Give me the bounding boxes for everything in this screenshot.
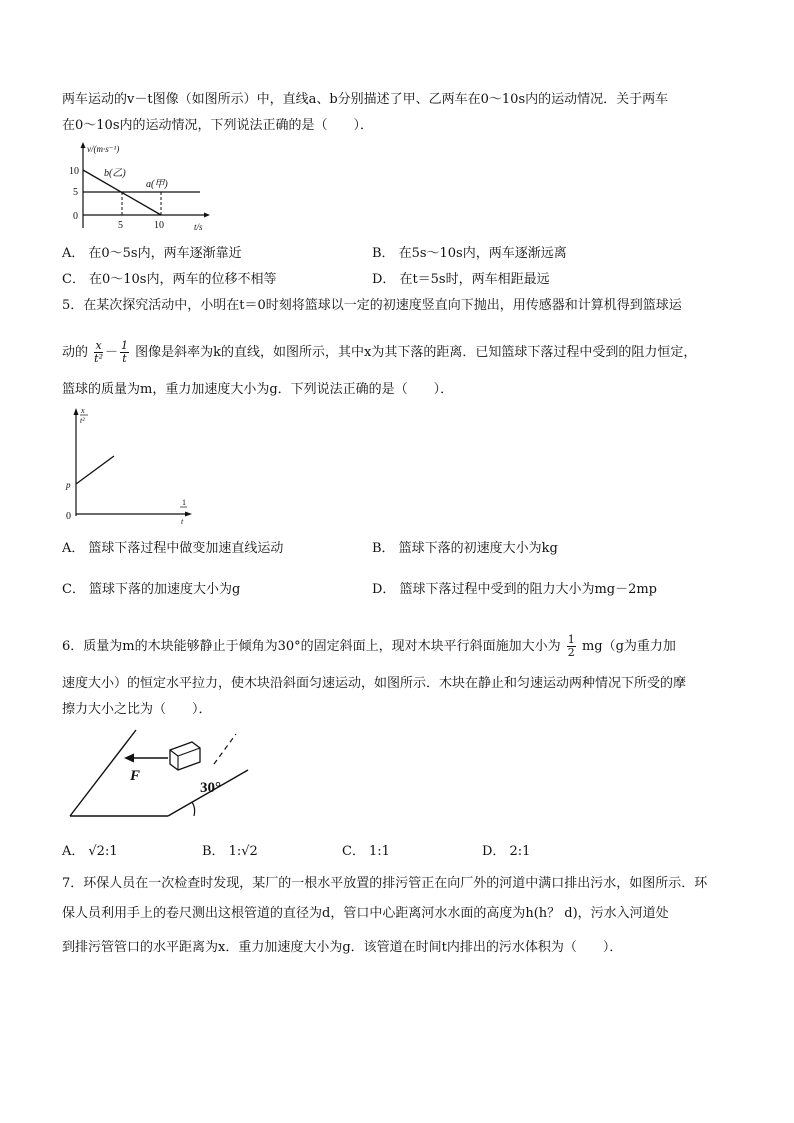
q5-option-a[interactable] (62, 541, 283, 557)
q4-label-a: a(甲) (146, 179, 168, 190)
q6-angle-label: 30° (200, 780, 221, 796)
q6-option-a-text: √2:1 (88, 844, 118, 859)
q6-option-a[interactable] (62, 844, 118, 860)
q6-option-c[interactable] (342, 844, 390, 860)
q4-option-b-text: 在5s～10s内，两车逐渐远离 (398, 246, 567, 261)
q6-option-b[interactable] (202, 844, 258, 860)
q5-stem-line1: 5．在某次探究活动中，小明在t＝0时刻将篮球以一定的初速度竖直向下抛出，用传感器和计算机得到篮球运 (62, 298, 682, 313)
q5-option-d-text: 篮球下落过程中受到的阻力大小为mg－2mp (399, 582, 658, 597)
q5-frac1 (94, 340, 103, 365)
q6-stem-line3: 擦力大小之比为（ ）． (62, 702, 212, 717)
q5-option-d[interactable] (372, 582, 657, 598)
q4-option-b-label: B． (372, 246, 395, 261)
q6-option-d-text: 2:1 (509, 844, 531, 859)
q6-option-b-text: 1:√2 (228, 844, 258, 859)
q4-xtick-10: 10 (154, 220, 164, 231)
q4-option-d[interactable] (372, 272, 550, 288)
q4-option-a[interactable] (62, 246, 242, 262)
q4-x-axis-arrow (204, 213, 210, 218)
q5-stem-line3: 篮球的质量为m，重力加速度大小为g．下列说法正确的是（ ）． (62, 382, 454, 397)
q6-option-a-label: A． (62, 844, 85, 859)
q4-ytick-5: 5 (73, 187, 78, 198)
q5-option-b-text: 篮球下落的初速度大小为kg (398, 541, 558, 556)
q6-force-label: F (130, 768, 141, 784)
q6-incline-figure (64, 724, 254, 822)
q6-frac-num: 1 (567, 633, 575, 646)
q5-frac1-den: t² (94, 352, 103, 365)
q6-option-c-text: 1:1 (368, 844, 390, 859)
q6-stem-line1 (62, 634, 676, 659)
q6-option-c-label: C． (342, 844, 365, 859)
q4-stem-line1: 两车运动的v－t图像（如图所示）中，直线a、b分别描述了甲、乙两车在0～10s内的运动情况．关于两车 (62, 92, 669, 107)
q4-y-axis-arrow (81, 142, 86, 148)
q5-option-a-label: A． (62, 541, 85, 556)
q4-option-c[interactable] (62, 272, 276, 288)
q5-option-b[interactable] (372, 541, 558, 557)
q4-option-b[interactable] (372, 246, 567, 262)
q5-y-label-num: x (81, 406, 85, 415)
q5-origin-label: 0 (66, 511, 71, 522)
q7-stem-line1: 7．环保人员在一次检查时发现，某厂的一根水平放置的排污管正在向厂外的河道中满口排出污水，如图所示．环 (62, 876, 708, 891)
q5-y-label-den: t² (80, 416, 85, 425)
q6-option-d-label: D． (482, 844, 506, 859)
q4-y-axis-label: v/(m·s⁻¹) (87, 144, 120, 154)
q5-option-c-text: 篮球下落的加速度大小为g (88, 582, 241, 597)
q5-x-label-den: t (181, 517, 184, 526)
q5-option-d-label: D． (372, 582, 396, 597)
q5-y-axis-arrow (74, 408, 79, 415)
q4-option-d-label: D． (372, 272, 396, 287)
q4-xtick-5: 5 (118, 220, 123, 231)
q4-option-c-text: 在0～10s内，两车的位移不相等 (88, 272, 277, 287)
q4-option-d-text: 在t＝5s时，两车相距最远 (399, 272, 550, 287)
q4-stem-line2: 在0～10s内的运动情况，下列说法正确的是（ ）． (62, 118, 373, 133)
q5-frac-minus: － (105, 345, 119, 360)
q6-option-d[interactable] (482, 844, 530, 860)
q5-frac2 (120, 340, 129, 365)
q4-ytick-10: 10 (69, 166, 79, 177)
q6-option-b-label: B． (202, 844, 225, 859)
q5-frac2-den: t (122, 352, 127, 365)
q5-x-label-num: 1 (182, 498, 186, 507)
q5-p-label: p (66, 480, 71, 490)
q6-incline-left-edge (70, 730, 136, 816)
q5-option-c[interactable] (62, 582, 240, 598)
q5-option-c-label: C． (62, 582, 85, 597)
q5-graph-line (76, 456, 114, 484)
q4-label-b: b(乙) (104, 168, 126, 179)
q6-frac (567, 634, 576, 659)
q5-graph (60, 404, 200, 528)
q7-stem-line3: 到排污管管口的水平距离为x．重力加速度大小为g．该管道在时间t内排出的污水体积为（ ）． (62, 940, 623, 955)
q5-stem-line2 (62, 340, 696, 365)
q6-stem-line1-post: mg（g为重力加 (581, 639, 676, 654)
q6-incline-dashed-edge (214, 734, 236, 764)
q6-stem-line1-pre: 6．质量为m的木块能够静止于倾角为30°的固定斜面上，现对木块平行斜面施加大小为 (62, 639, 561, 654)
q7-stem-line2: 保人员利用手上的卷尺测出这根管道的直径为d，管口中心距离河水水面的高度为h(h？ d)，污水入河道处 (62, 906, 669, 921)
q4-option-c-label: C． (62, 272, 85, 287)
q4-option-a-label: A． (62, 246, 85, 261)
q6-stem-line2: 速度大小）的恒定水平拉力，使木块沿斜面匀速运动，如图所示．木块在静止和匀速运动两种情况下所受的摩 (62, 676, 687, 691)
q5-x-axis-arrow (185, 512, 192, 517)
q5-frac1-num: x (95, 339, 102, 352)
q5-option-a-text: 篮球下落过程中做变加速直线运动 (88, 541, 284, 556)
q6-angle-arc (192, 802, 195, 816)
q4-vt-graph (66, 140, 216, 236)
q6-force-arrow-head (124, 754, 134, 763)
q6-frac-den: 2 (567, 646, 575, 659)
q4-option-a-text: 在0～5s内，两车逐渐靠近 (88, 246, 242, 261)
q4-ytick-0: 0 (73, 211, 78, 222)
q5-stem-line2-post: 图像是斜率为k的直线，如图所示，其中x为其下落的距离．已知篮球下落过程中受到的阻力恒定， (135, 345, 697, 360)
q5-stem-line2-pre: 动的 (62, 345, 89, 360)
q4-x-axis-label: t/s (194, 222, 203, 232)
q5-frac2-num: 1 (121, 339, 129, 352)
q5-option-b-label: B． (372, 541, 395, 556)
q6-block (170, 742, 200, 770)
